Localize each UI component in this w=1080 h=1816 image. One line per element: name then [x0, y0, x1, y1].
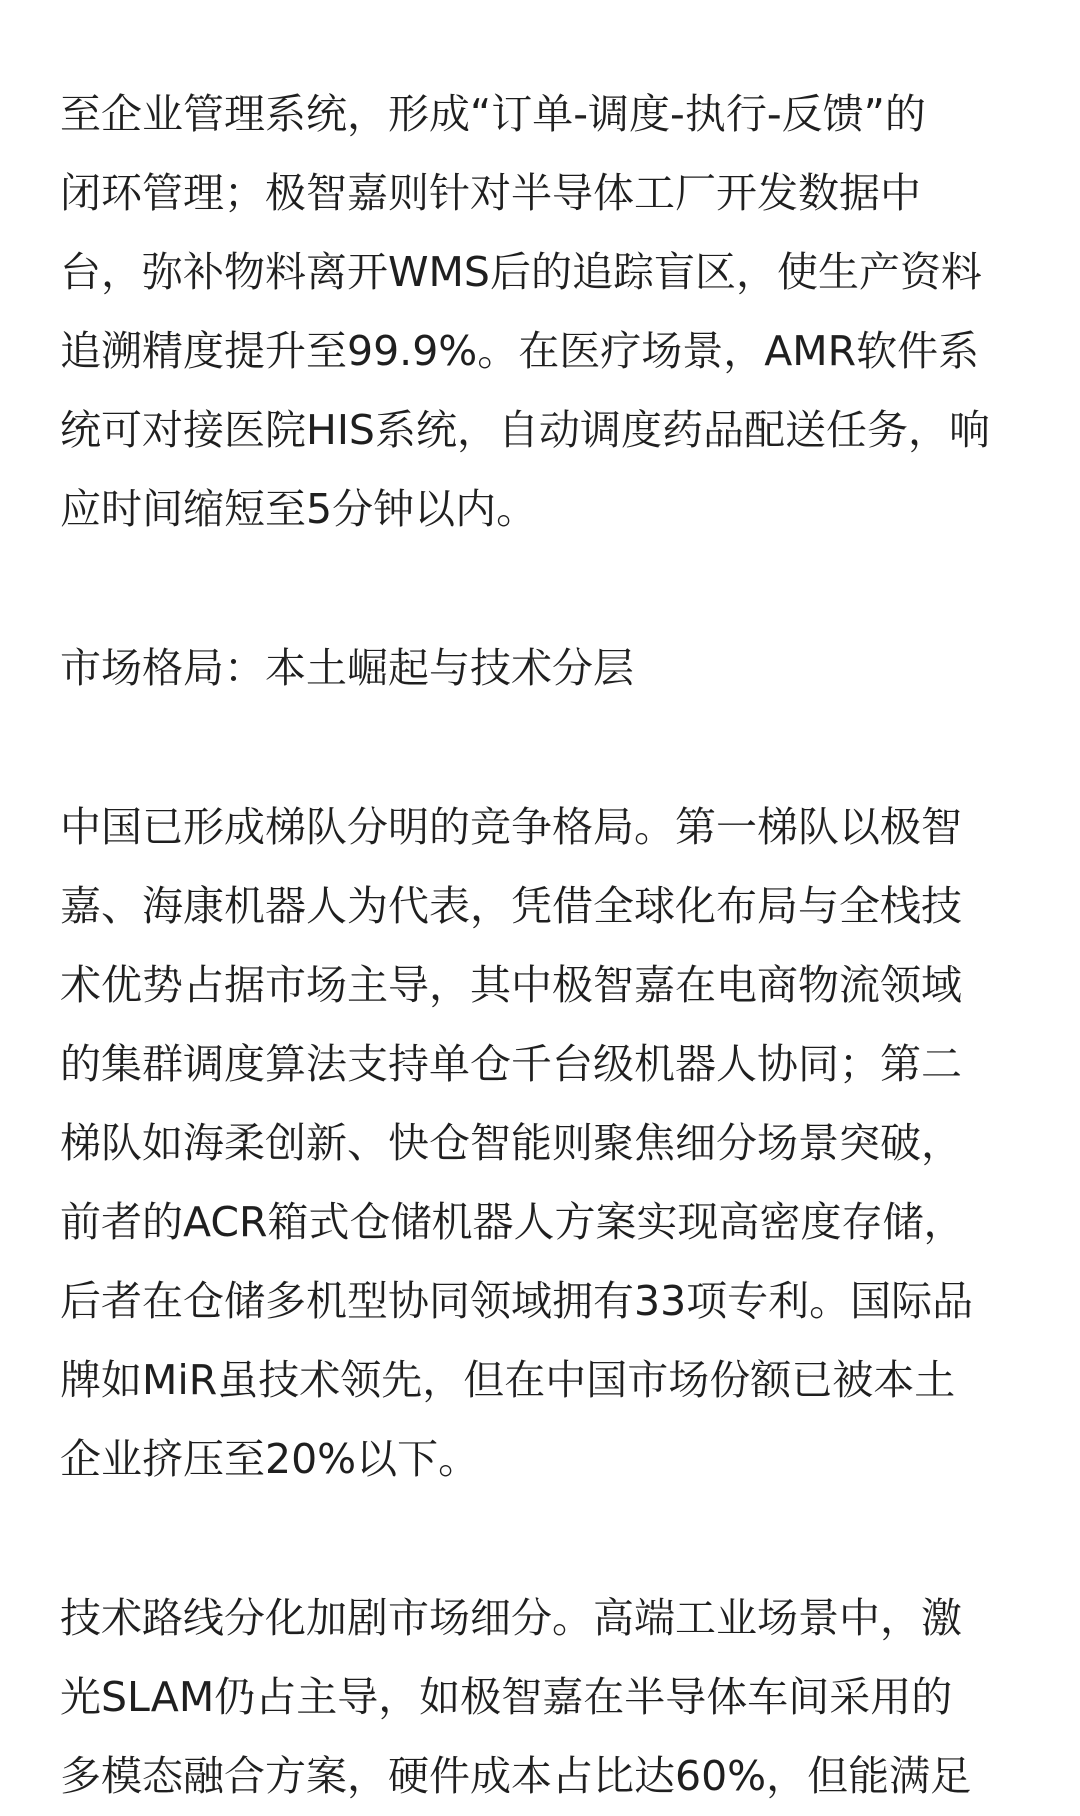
paragraph-tech-routes	[60, 1579, 1020, 1816]
paragraph-line: 中国已形成梯队分明的竞争格局。第一梯队以极智	[60, 803, 962, 851]
paragraph-line: 应时间缩短至5分钟以内。	[60, 485, 538, 533]
paragraph-line: 统可对接医院HIS系统，自动调度药品配送任务，响	[60, 406, 990, 454]
paragraph-line: 企业挤压至20%以下。	[60, 1435, 480, 1483]
paragraph-spacer	[60, 549, 1020, 629]
paragraph-line: 前者的ACR箱式仓储机器人方案实现高密度存储，	[60, 1198, 965, 1246]
paragraph-line: 术优势占据市场主导，其中极智嘉在电商物流领域	[60, 961, 962, 1009]
paragraph-line: 牌如MiR虽技术领先，但在中国市场份额已被本土	[60, 1356, 956, 1404]
paragraph-spacer	[60, 708, 1020, 788]
paragraph-line: 的集群调度算法支持单仓千台级机器人协同；第二	[60, 1040, 962, 1088]
paragraph-line: 台，弥补物料离开WMS后的追踪盲区，使生产资料	[60, 248, 982, 296]
paragraph-line: 光SLAM仍占主导，如极智嘉在半导体车间采用的	[60, 1673, 953, 1721]
paragraph-line: 追溯精度提升至99.9%。在医疗场景，AMR软件系	[60, 327, 980, 375]
paragraph-line: 梯队如海柔创新、快仓智能则聚焦细分场景突破，	[60, 1119, 962, 1167]
paragraph-line: 技术路线分化加剧市场细分。高端工业场景中，激	[60, 1594, 962, 1642]
paragraph-line: 嘉、海康机器人为代表，凭借全球化布局与全栈技	[60, 882, 962, 930]
paragraph-amr-software	[60, 75, 1020, 549]
paragraph-market-tiers	[60, 788, 1020, 1499]
paragraph-line: 多模态融合方案，硬件成本占比达60%，但能满足	[60, 1752, 972, 1800]
paragraph-line: 后者在仓储多机型协同领域拥有33项专利。国际品	[60, 1277, 974, 1325]
paragraph-line: 闭环管理；极智嘉则针对半导体工厂开发数据中	[60, 169, 921, 217]
paragraph-line: 至企业管理系统，形成“订单-调度-执行-反馈”的	[60, 90, 926, 138]
section-heading-text: 市场格局：本土崛起与技术分层	[60, 644, 634, 692]
paragraph-spacer	[60, 1499, 1020, 1579]
section-heading	[60, 629, 1020, 708]
